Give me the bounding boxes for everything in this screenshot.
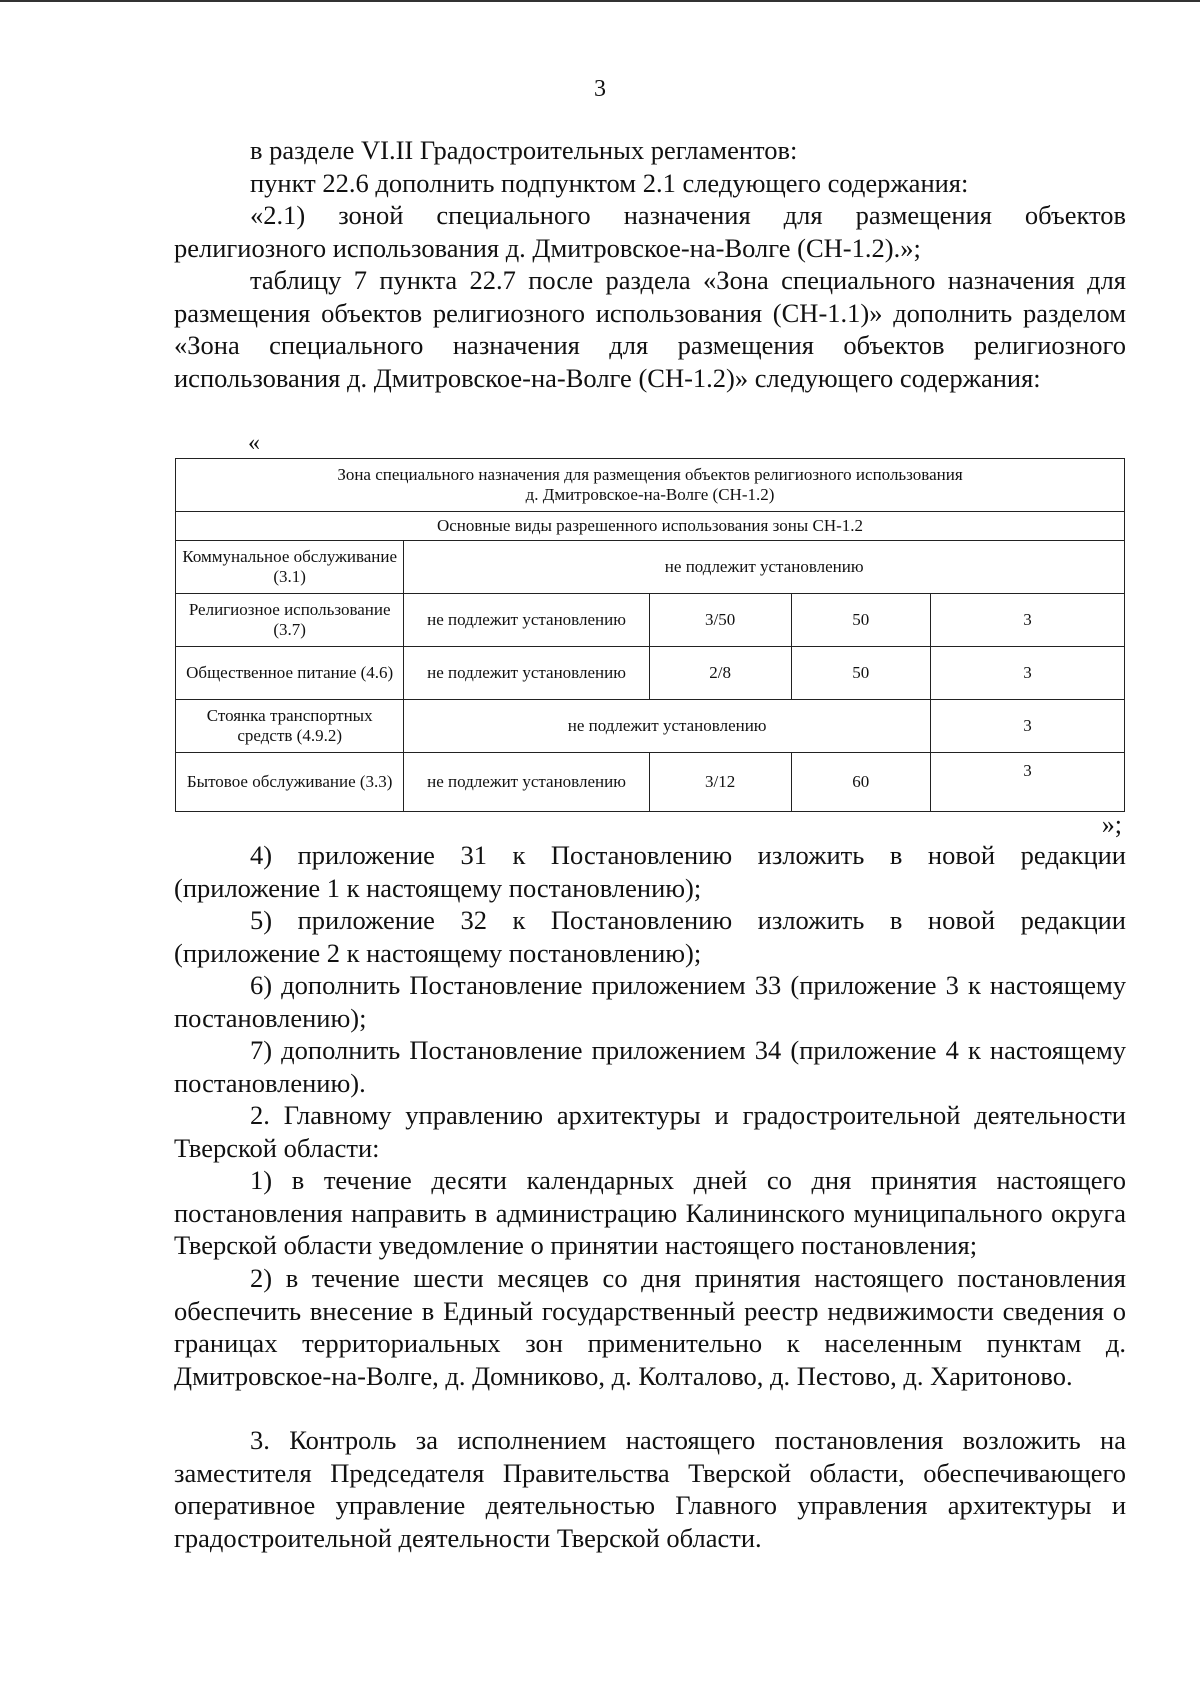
paragraph-item-4: 4) приложение 31 к Постановлению изложить в новой редакции (приложение 1 к настоящему постановлению); [174,840,1126,903]
table-title [176,459,1125,512]
merged-value-cell: не подлежит установлению [404,541,1125,594]
value-cell: 3 [930,753,1124,812]
value-cell: не подлежит установлению [404,753,649,812]
table-row [176,700,1125,753]
use-type-cell: Бытовое обслуживание (3.3) [176,753,404,812]
table-open-quote: « [248,430,260,456]
table-title-line-2: д. Дмитровское-на-Волге (СН-1.2) [525,485,775,504]
merged-value-cell: не подлежит установлению [404,700,931,753]
paragraph-subitem-2-1: «2.1) зоной специального назначения для размещения объектов религиозного использования д. Дмитровское-на-Волге (СН-1.2).»; [174,200,1126,263]
paragraph-item-5: 5) приложение 32 к Постановлению изложить в новой редакции (приложение 2 к настоящему постановлению); [174,905,1126,968]
value-cell: 3 [930,700,1124,753]
paragraph-section-2: 2. Главному управлению архитектуры и градостроительной деятельности Тверской области: [174,1100,1126,1163]
paragraph-item-7: 7) дополнить Постановление приложением 34 (приложение 4 к настоящему постановлению). [174,1035,1126,1098]
paragraph-section-vi-ii: в разделе VI.II Градостроительных регламентов: [250,135,798,165]
value-cell: 50 [791,594,930,647]
paragraph-section-3: 3. Контроль за исполнением настоящего постановления возложить на заместителя Председателя Правительства Тверской области, обеспечивающего оперативное управление деятельностью Главного управления архитектуры и градостроительной деятельности Тверской области. [174,1425,1126,1553]
value-cell: не подлежит установлению [404,594,649,647]
use-type-cell: Религиозное использование (3.7) [176,594,404,647]
use-type-cell: Коммунальное обслуживание (3.1) [176,541,404,594]
value-cell: 60 [791,753,930,812]
value-cell: 2/8 [649,647,791,700]
table-row [176,594,1125,647]
table-title-line-1: Зона специального назначения для размещения объектов религиозного использования [337,465,963,484]
value-cell: 3/50 [649,594,791,647]
page-number: 3 [594,76,606,102]
table-row [176,541,1125,594]
paragraph-item-6: 6) дополнить Постановление приложением 33 (приложение 3 к настоящему постановлению); [174,970,1126,1033]
page-top-border [0,0,1200,2]
table-subtitle: Основные виды разрешенного использования зоны СН-1.2 [176,512,1125,541]
value-cell: 3/12 [649,753,791,812]
value-cell: 50 [791,647,930,700]
paragraph-section-2-item-2: 2) в течение шести месяцев со дня принятия настоящего постановления обеспечить внесение в Единый государственный реестр недвижимости сведения о границах территориальных зон применительно к населенным пунктам д. Дмитровское-на-Волге, д. Домниково, д. Колталово, д. Пестово, д. Харитоново. [174,1263,1126,1391]
paragraph-table-7-amendment: таблицу 7 пункта 22.7 после раздела «Зона специального назначения для размещения объектов религиозного использования (СН-1.1)» дополнить разделом «Зона специального назначения для размещения объектов религиозного использования д. Дмитровское-на-Волге (СН-1.2)» следующего содержания: [174,265,1126,393]
zone-regulation-table [175,458,1125,812]
table-close-quote: »; [1101,810,1122,839]
value-cell: 3 [930,647,1124,700]
paragraph-item-22-6: пункт 22.6 дополнить подпунктом 2.1 следующего содержания: [250,168,969,198]
table-row [176,647,1125,700]
use-type-cell: Общественное питание (4.6) [176,647,404,700]
value-cell: 3 [930,594,1124,647]
paragraph-section-2-item-1: 1) в течение десяти календарных дней со дня принятия настоящего постановления направить в администрацию Калининского муниципального округа Тверской области уведомление о принятии настоящего постановления; [174,1165,1126,1260]
use-type-cell: Стоянка транспортных средств (4.9.2) [176,700,404,753]
value-cell: не подлежит установлению [404,647,649,700]
table-row [176,753,1125,812]
